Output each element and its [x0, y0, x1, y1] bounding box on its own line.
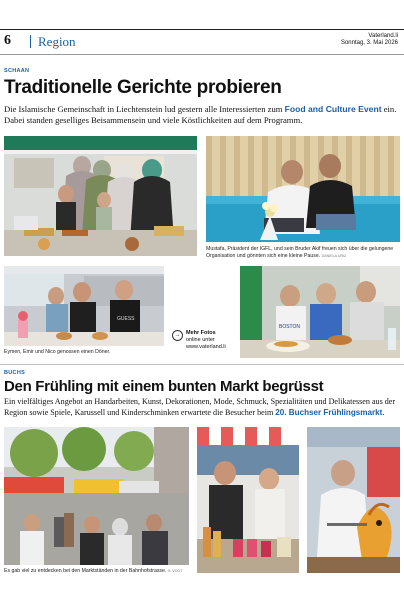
market-link[interactable]: 20. Buchser Frühlingsmarkt	[275, 407, 383, 417]
paper-info	[341, 33, 398, 47]
paper-name: Vaterland.li	[368, 33, 398, 39]
more-photos-link[interactable]	[172, 330, 226, 351]
svg-text:GUESS: GUESS	[117, 316, 135, 322]
more-photos-line2: online unter	[186, 337, 215, 343]
header-separator	[30, 35, 31, 48]
top-rule	[0, 29, 404, 30]
article1-lead-text: Die Islamische Gemeinschaft in Liechtenstein lud gestern alle Interessierten zum	[4, 104, 285, 114]
article1-headline: Traditionelle Gerichte probieren	[4, 77, 282, 98]
photo-credit-1: DANIELA URIZ	[321, 253, 347, 258]
more-photos-url[interactable]: www.vaterland.li	[186, 344, 226, 350]
article2-lead-text: Ein vielfältiges Angebot an Handarbeiten, Kunst, Dekorationen, Mode, Schmuck, Spezialitäten und Delikatessen aus der Region sowie Spiele, Karussell und Kinderschminken erwartete die Besucher beim	[4, 397, 396, 417]
photo-boys-doner	[4, 266, 164, 346]
article1-lead	[4, 104, 402, 126]
page-number: 6	[4, 33, 11, 48]
more-photos-title: Mehr Fotos	[186, 330, 216, 336]
caption-market-street: Es gab viel zu entdecken bei den Marktständen in der Bahnhofstrasse. S. VOGT	[4, 568, 183, 574]
header-bottom-rule	[0, 54, 404, 55]
article2-lead	[4, 397, 402, 418]
photo-credit-2: S. VOGT	[167, 569, 183, 573]
article-separator	[0, 364, 404, 365]
article2-lead-end: .	[382, 407, 385, 417]
photo-market-street	[4, 427, 189, 565]
photo-kids-table	[240, 266, 400, 358]
svg-text:BOSTON: BOSTON	[279, 324, 301, 330]
issue-date: Sonntag, 3. Mai 2026	[340, 40, 398, 46]
photo-mustafa-akif	[206, 136, 400, 242]
photo-family-food-stand	[4, 136, 197, 256]
article2-kicker: BUCHS	[4, 370, 26, 376]
caption-mustafa-akif: Mustafa, Präsident der IGFL, und sein Bruder Akif freuen sich über die gelungene Organisation und gönnten sich eine kleine Pause. DANIELA URIZ	[206, 246, 394, 259]
photo-market-vendors	[197, 427, 299, 573]
event-link[interactable]: Food and Culture Event	[284, 104, 382, 114]
article1-lead-end: ein. Dabei standen geselliges Beisammensein und viele Köstlichkeiten auf dem Programm.	[4, 104, 397, 125]
arrow-right-icon: →	[172, 330, 183, 341]
more-photos-text	[186, 330, 226, 351]
article1-kicker: SCHAAN	[4, 68, 30, 74]
caption-boys-doner: Eymen, Emir und Nico genossen einen Döner.	[4, 349, 111, 355]
article2-headline: Den Frühling mit einem bunten Markt begrüsst	[4, 378, 324, 395]
section-title: Region	[38, 34, 76, 49]
photo-boy-carousel	[307, 427, 400, 573]
